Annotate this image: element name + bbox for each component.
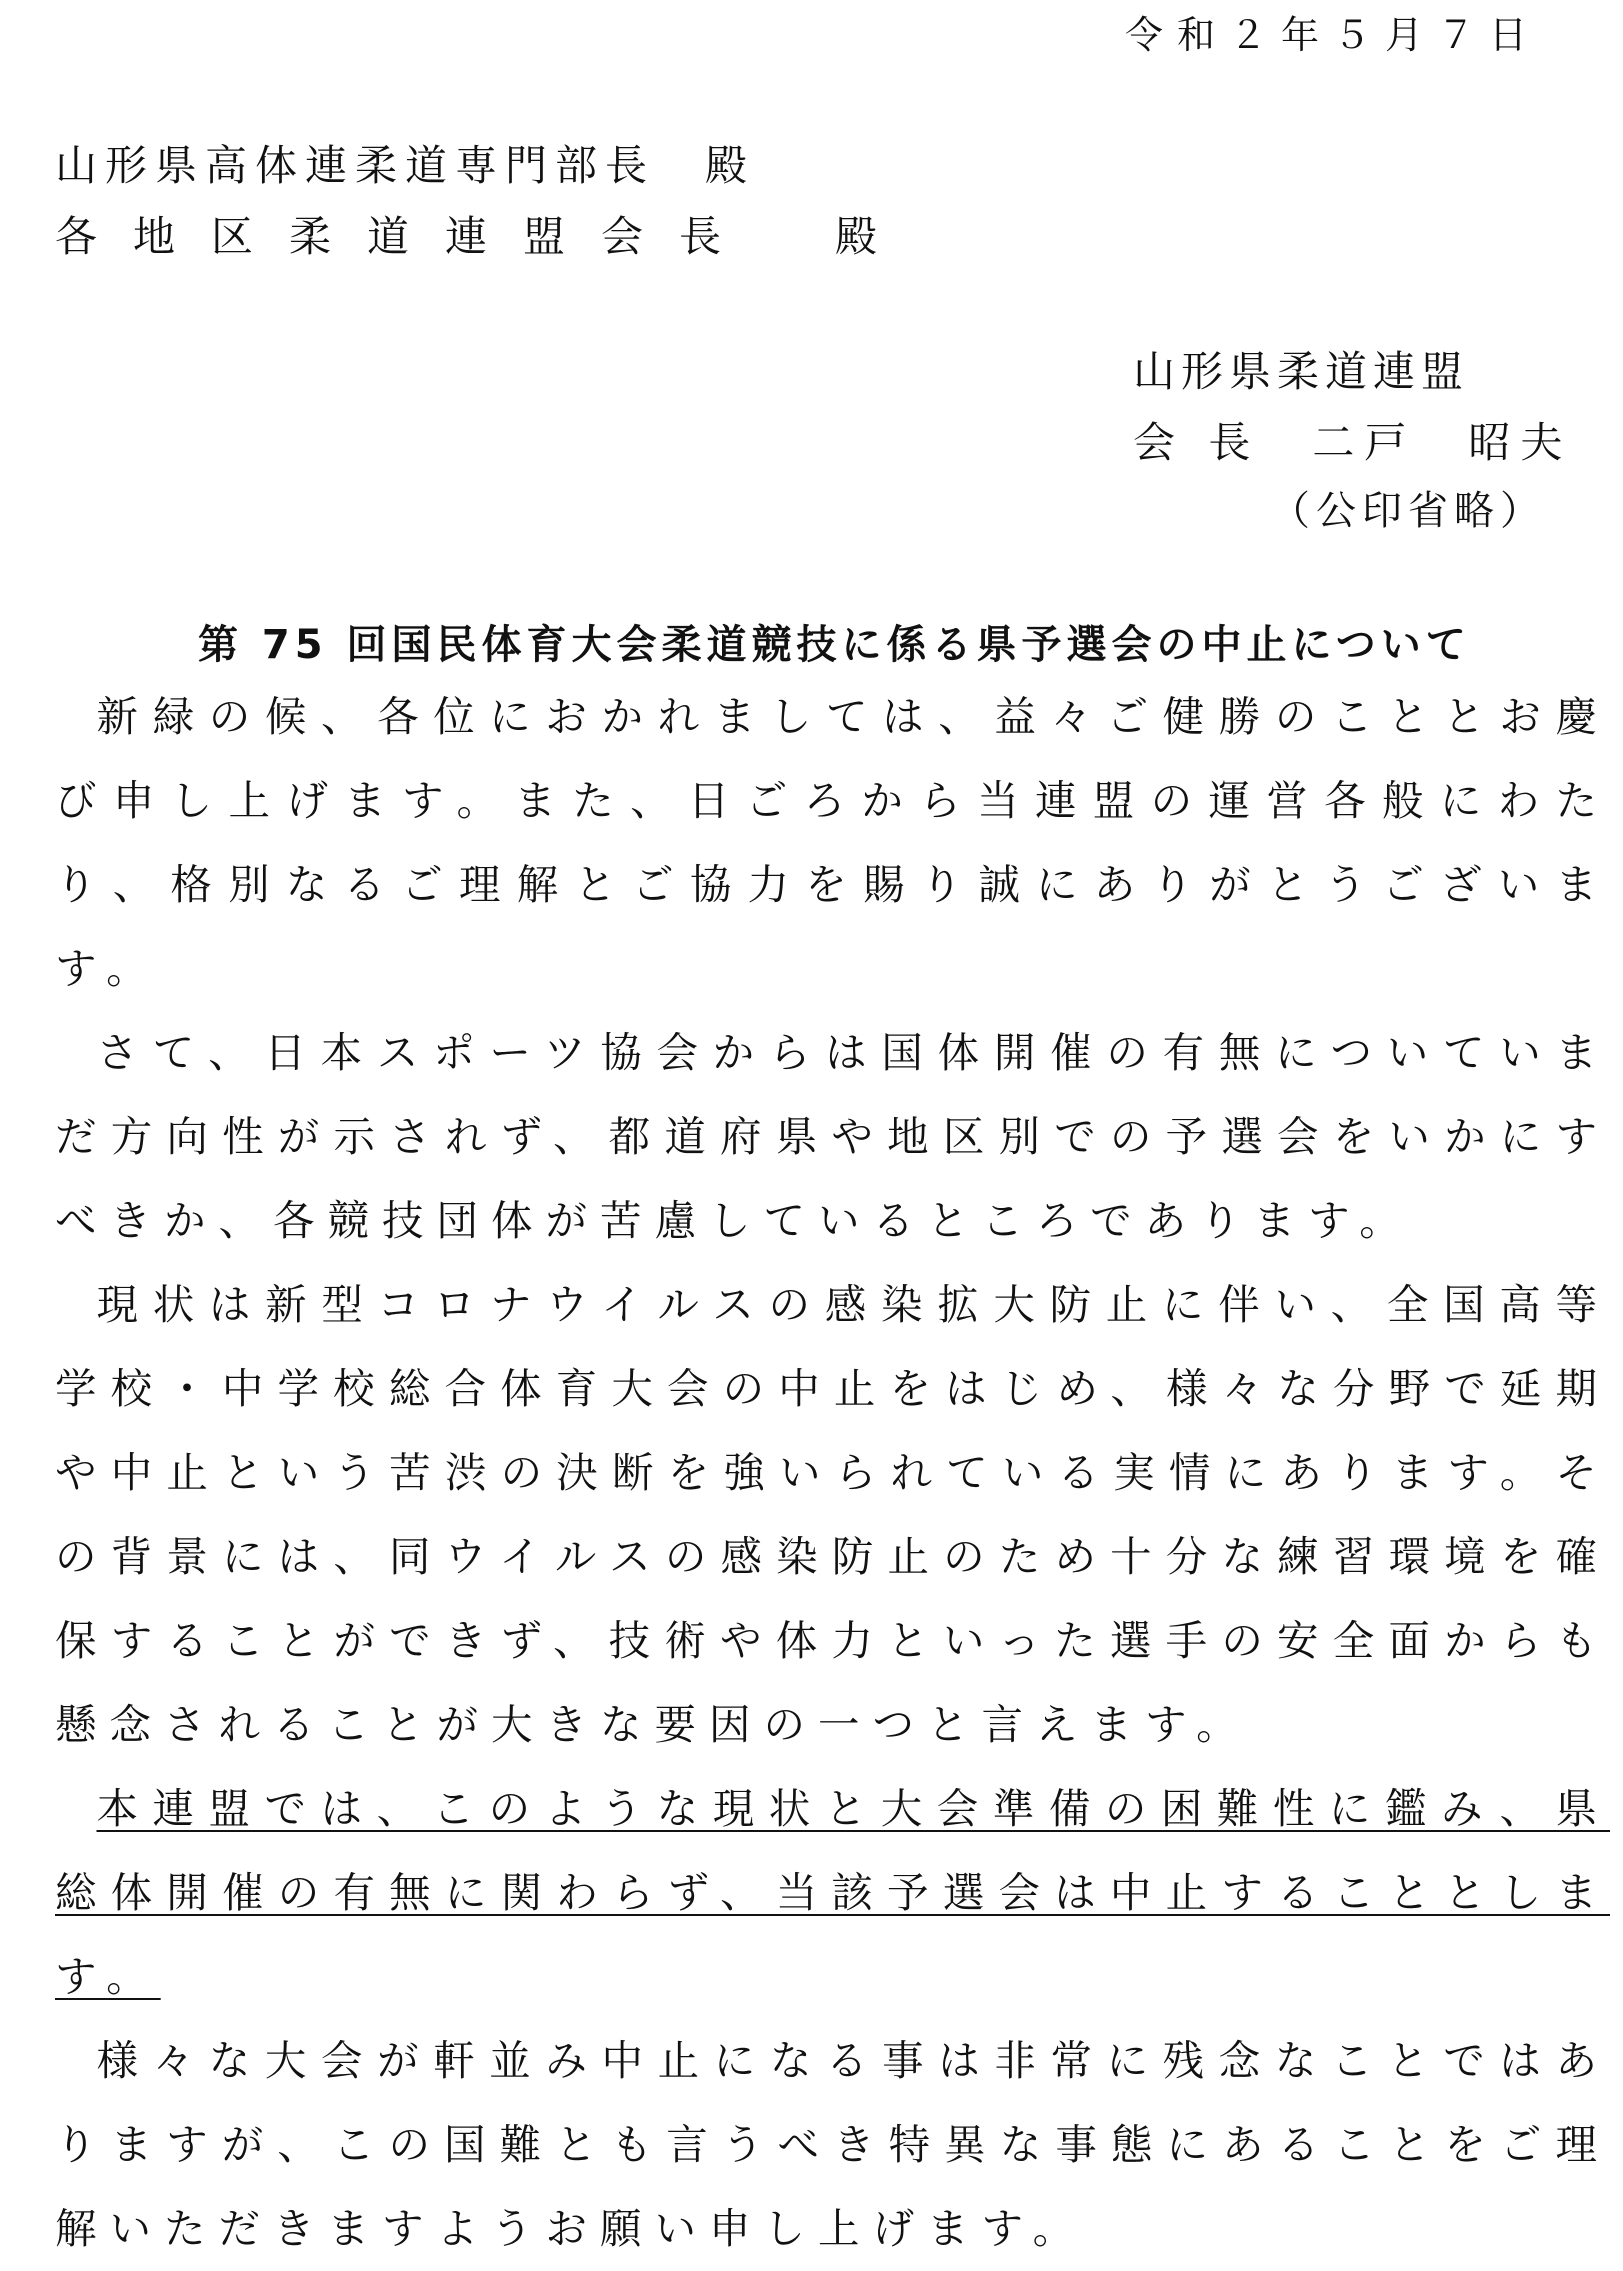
body-paragraph-1: 新緑の候、各位におかれましては、益々ご健勝のこととお慶び申し上げます。また、日ごろから当連盟の運営各般にわたり、格別なるご理解とご協力を賜り誠にありがとうございます。	[55, 692, 1610, 993]
body-paragraph-4-underlined	[55, 1767, 1610, 2019]
letter-date: 令和２年５月７日	[1125, 13, 1542, 57]
body-paragraph-2: さて、日本スポーツ協会からは国体開催の有無についていまだ方向性が示されず、都道府県や地区別での予選会をいかにすべきか、各競技団体が苦慮しているところであります。	[55, 1028, 1610, 1245]
recipient-line-1: 山形県高体連柔道専門部長 殿	[55, 141, 756, 190]
sender-title-name: 会 長 二戸 昭夫	[1133, 418, 1573, 467]
recipient-line-2: 各地区柔道連盟会長 殿	[55, 212, 914, 261]
body-paragraph-5: 様々な大会が軒並み中止になる事は非常に残念なことではありますが、この国難とも言うべき特異な事態にあることをご理解いただきますようお願い申し上げます。	[55, 2036, 1610, 2253]
letter-body	[55, 675, 1610, 2271]
seal-omitted-note: （公印省略）	[1270, 488, 1546, 534]
decision-statement: 本連盟では、このような現状と大会準備の困難性に鑑み、県総体開催の有無に関わらず、当該予選会は中止することとします。	[55, 1784, 1610, 2001]
body-paragraph-3: 現状は新型コロナウイルスの感染拡大防止に伴い、全国高等学校・中学校総合体育大会の中止をはじめ、様々な分野で延期や中止という苦渋の決断を強いられている実情にあります。その背景には、同ウイルスの感染防止のため十分な練習環境を確保することができず、技術や体力といった選手の安全面からも懸念されることが大きな要因の一つと言えます。	[55, 1280, 1610, 1749]
sender-organization: 山形県柔道連盟	[1133, 347, 1470, 396]
letter-subject: 第 75 回国民体育大会柔道競技に係る県予選会の中止について	[198, 622, 1471, 668]
